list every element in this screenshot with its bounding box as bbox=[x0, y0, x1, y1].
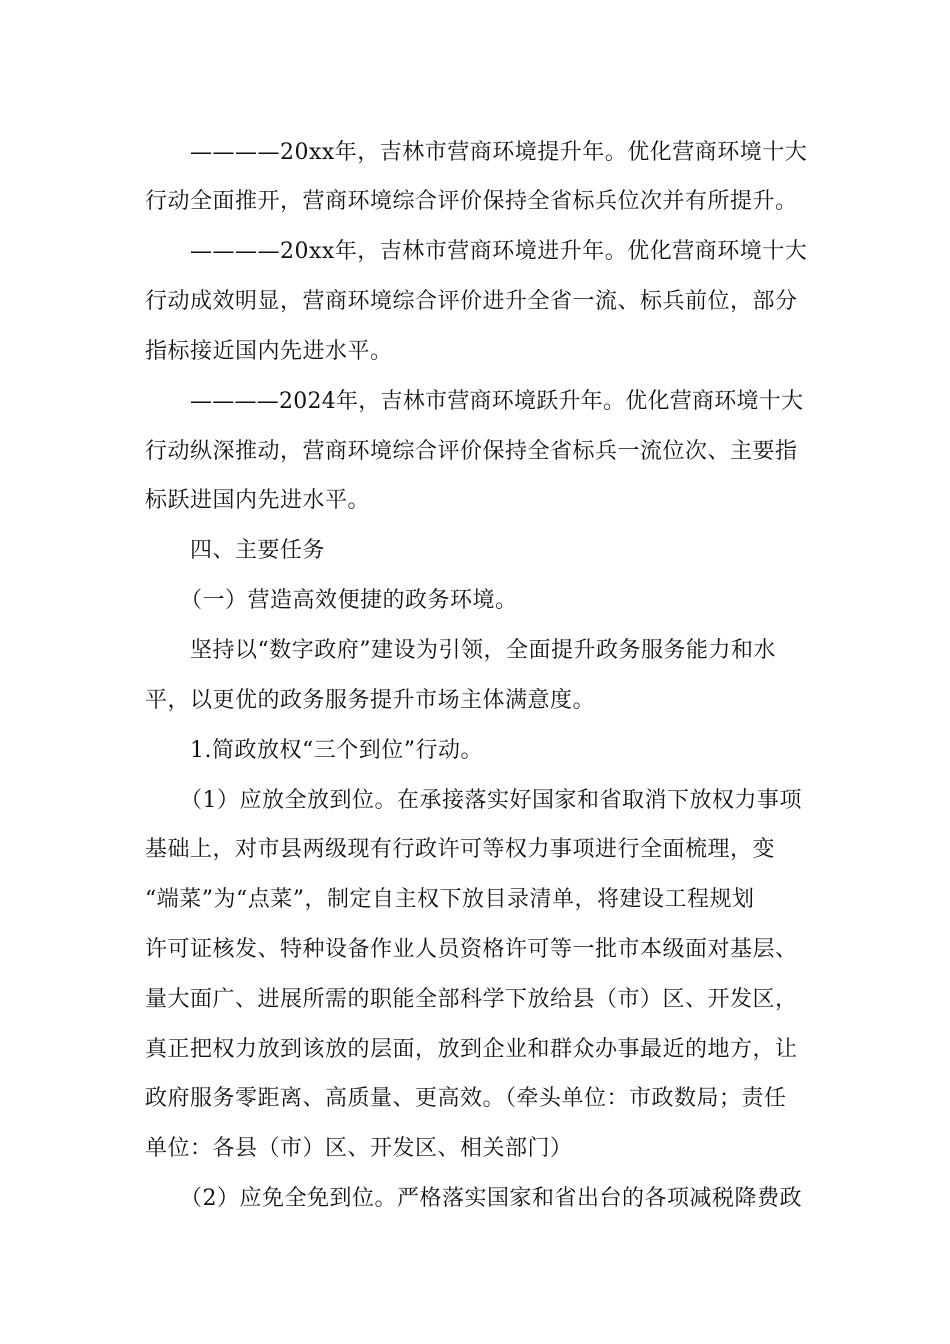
text-line: 单位：各县（市）区、开发区、相关部门） bbox=[145, 1136, 573, 1161]
text-line: 量大面广、进展所需的职能全部科学下放给县（市）区、开发区， bbox=[145, 987, 798, 1012]
text-line: 指标接近国内先进水平。 bbox=[145, 339, 393, 364]
text-line: ————20xx年，吉林市营商环境提升年。优化营商环境十大 bbox=[190, 140, 808, 165]
text-line: ————20xx年，吉林市营商环境进升年。优化营商环境十大 bbox=[190, 239, 808, 264]
text-line: ————2024年，吉林市营商环境跃升年。优化营商环境十大 bbox=[190, 389, 804, 414]
text-line: 标跃进国内先进水平。 bbox=[145, 488, 371, 513]
text-line: 行动纵深推动，营商环境综合评价保持全省标兵一流位次、主要指 bbox=[145, 439, 798, 464]
text-line: （2）应免全免到位。严格落实国家和省出台的各项减税降费政 bbox=[180, 1186, 802, 1211]
subsection-heading: （一）营造高效便捷的政务环境。 bbox=[180, 588, 518, 613]
text-line: 行动成效明显，营商环境综合评价进升全省一流、标兵前位，部分 bbox=[145, 289, 798, 314]
text-line: 政府服务零距离、高质量、更高效。（牵头单位：市政数局；责任 bbox=[145, 1086, 787, 1111]
text-line: （1）应放全放到位。在承接落实好国家和省取消下放权力事项 bbox=[180, 788, 802, 813]
text-line: 行动全面推开，营商环境综合评价保持全省标兵位次并有所提升。 bbox=[145, 189, 798, 214]
text-line: 平，以更优的政务服务提升市场主体满意度。 bbox=[145, 688, 596, 713]
text-line: 许可证核发、特种设备作业人员资格许可等一批市本级面对基层、 bbox=[145, 937, 798, 962]
text-line: 基础上，对市县两级现有行政许可等权力事项进行全面梳理，变 bbox=[145, 837, 776, 862]
text-line: “端菜”为“点菜”，制定自主权下放目录清单，将建设工程规划 bbox=[145, 887, 755, 912]
section-heading: 四、主要任务 bbox=[190, 538, 326, 563]
text-line: 坚持以“数字政府”建设为引领，全面提升政务服务能力和水 bbox=[190, 638, 776, 663]
item-heading: 1.简政放权“三个到位”行动。 bbox=[190, 738, 483, 763]
text-line: 真正把权力放到该放的层面，放到企业和群众办事最近的地方，让 bbox=[145, 1037, 798, 1062]
